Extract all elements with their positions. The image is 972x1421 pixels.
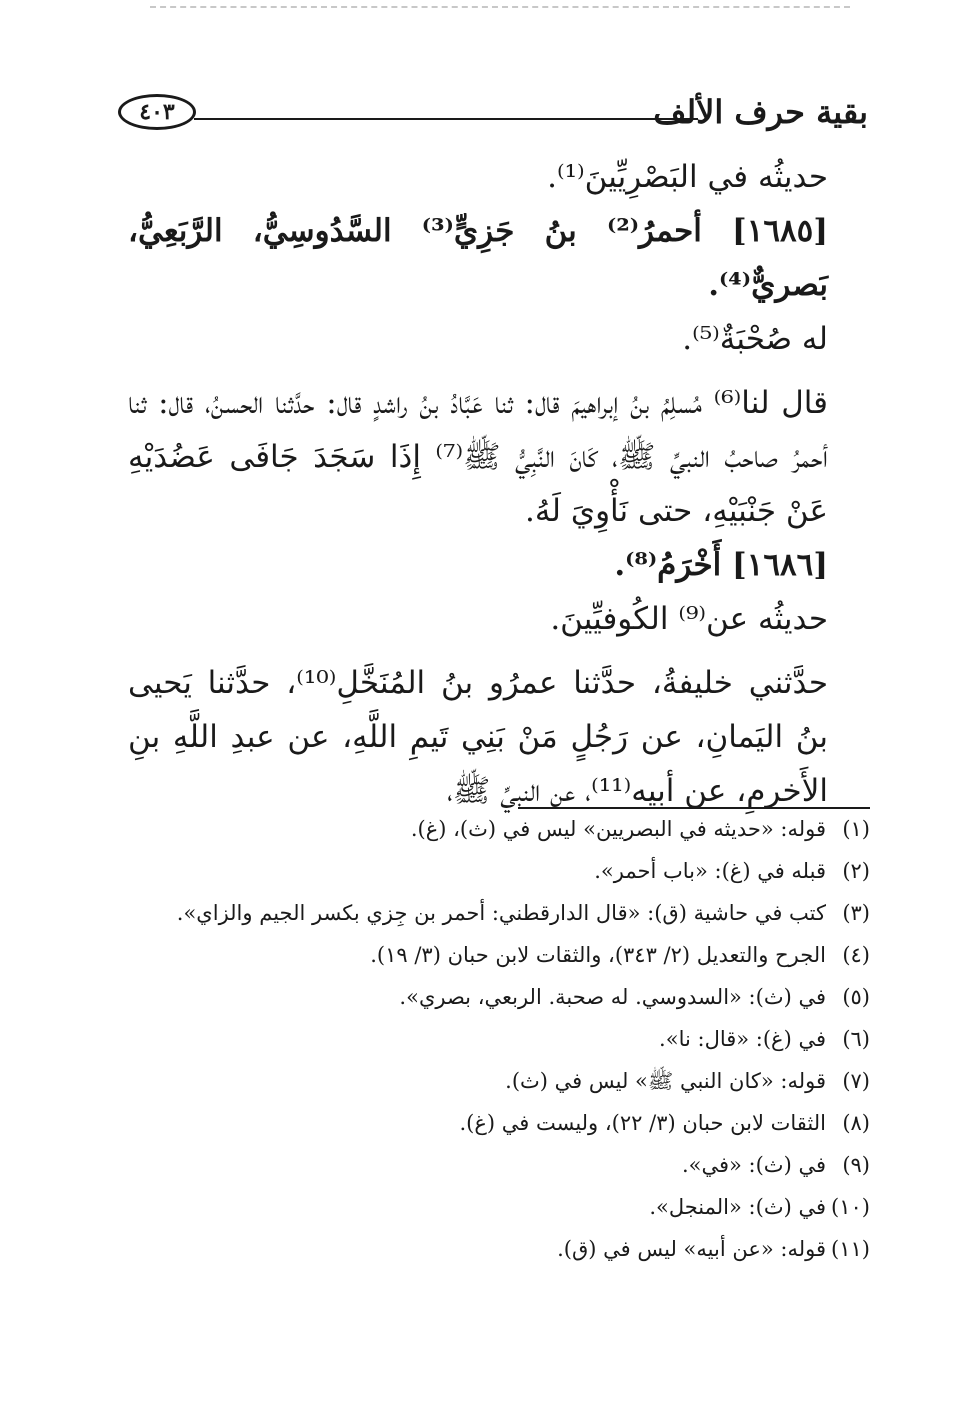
footnote-text: قوله: «كان النبي ﷺ» ليس في (ث).: [505, 1069, 826, 1093]
footnote-number: (٩): [842, 1153, 870, 1177]
footnote-item: [300, 934, 870, 976]
footnote-item: [300, 1018, 870, 1060]
footnote-text: كتب في حاشية (ق): «قال الدارقطني: أحمر بن جِزي بكسر الجيم والزاي».: [176, 901, 826, 925]
footnote-number: (٤): [842, 943, 870, 967]
footnote-number: (٢): [842, 859, 870, 883]
footnote-text: في (ث): «السدوسي. له صحبة. الربعي، بصري».: [399, 985, 826, 1009]
running-title: بقية حرف الألف: [653, 93, 868, 131]
footnote-number: (١١): [831, 1237, 870, 1261]
page-header: [118, 92, 868, 138]
scan-edge-dashes: [150, 6, 850, 8]
footnote-text: قوله: «حديثه في البصريين» ليس في (ث)، (غ).: [410, 817, 826, 841]
footnote-number: (٥): [842, 985, 870, 1009]
footnote-text: في (غ): «قال: نا».: [659, 1027, 826, 1051]
footnote-item: [300, 850, 870, 892]
main-text: [128, 150, 870, 818]
footnote-item: [300, 1060, 870, 1102]
paragraph: حديثُه في البَصْرِيِّينَ⁽¹⁾.: [547, 159, 828, 195]
footnote-text: في (ث): «في».: [681, 1153, 826, 1177]
footnotes: [176, 808, 870, 1270]
entry-heading-1685: [١٦٨٥] أحمرُ⁽²⁾ بنُ جَزِيٍّ⁽³⁾ السَّدُوسِيُّ، الرَّبَعِيُّ، بَصريٌّ⁽⁴⁾.: [128, 213, 829, 303]
footnote-number: (٦): [842, 1027, 870, 1051]
footnote-item: [300, 808, 870, 850]
paragraph-hadith: قال لنا⁽⁶⁾ مُسلِمُ بنُ إبراهيمَ قال: ثنا عَبَّادُ بنُ راشدٍ قال: حدَّثنا الحسنُ، قال: ثنا أحمرُ صاحبُ النبيِّ ﷺ، كَانَ النَّبِيُّ ﷺ⁽⁷⁾ إِذَا سَجَدَ جَافَى عَضُدَيْهِ عَنْ جَنْبَيْهِ، حتى نَأْوِيَ لَهُ.: [128, 385, 828, 529]
paragraph: حديثُه عن⁽⁹⁾ الكُوفيِّينَ.: [550, 601, 828, 637]
paragraph: له صُحْبَةٌ⁽⁵⁾.: [682, 321, 828, 357]
page-number: ٤٠٣: [118, 94, 196, 130]
footnote-text: قوله: «عن أبيه» ليس في (ق).: [557, 1237, 826, 1261]
footnote-number: (٨): [842, 1111, 870, 1135]
footnote-number: (١٠): [831, 1195, 870, 1219]
footnote-item: [300, 976, 870, 1018]
paragraph-isnad: حدَّثني خليفةُ، حدَّثنا عمرُو بنُ المُنَخَّلِ⁽¹⁰⁾، حدَّثنا يَحيى بنُ اليَمانِ، عن رَجُلٍ مَنْ بَنِي تَيمِ اللَّهِ، عن عبدِ اللَّهِ بنِ الأَخرمِ، عن أبيه⁽¹¹⁾، عن النبيِّ ﷺ،: [128, 665, 828, 809]
footnote-item: [300, 1228, 870, 1270]
footnote-number: (١): [842, 817, 870, 841]
footnote-item: [300, 1186, 870, 1228]
footnote-text: قبله في (غ): «باب أحمر».: [594, 859, 826, 883]
footnote-text: الثقات لابن حبان (٣/ ٢٢)، وليست في (غ).: [459, 1111, 826, 1135]
footnote-item: [176, 892, 870, 934]
footnote-text: في (ث): «المنجل».: [649, 1195, 826, 1219]
footnote-number: (٧): [842, 1069, 870, 1093]
footnote-item: [300, 1144, 870, 1186]
header-rule: [194, 118, 698, 120]
footnote-number: (٣): [842, 901, 870, 925]
footnote-text: الجرح والتعديل (٢/ ٣٤٣)، والثقات لابن حبان (٣/ ١٩).: [370, 943, 826, 967]
entry-heading-1686: [١٦٨٦] أَخْرَمُ⁽⁸⁾.: [614, 547, 828, 583]
footnote-item: [300, 1102, 870, 1144]
